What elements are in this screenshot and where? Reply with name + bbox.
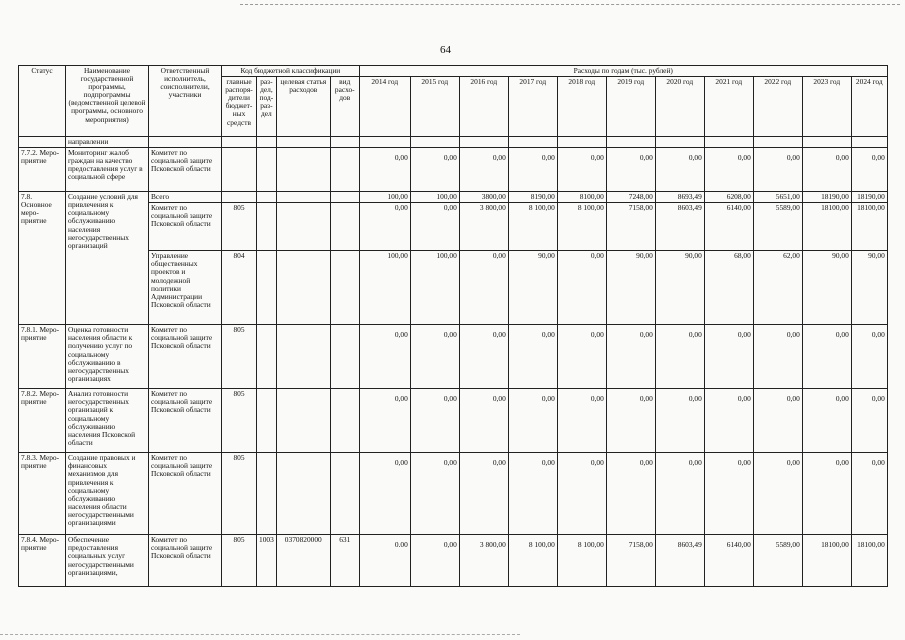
- row-cs-code: [276, 251, 330, 325]
- row-value: 8 100,00: [557, 535, 606, 587]
- table-row: [19, 192, 888, 203]
- row-value: 18190,00: [802, 192, 851, 203]
- row-value: 0,00: [606, 325, 655, 389]
- row-value: 0,00: [851, 148, 887, 192]
- row-value: 0,00: [557, 251, 606, 325]
- row-cs-code: [276, 325, 330, 389]
- row-rz-code: [257, 192, 277, 203]
- row-value: 0,00: [606, 148, 655, 192]
- row-value: 0,00: [802, 389, 851, 453]
- row-value: 0,00: [704, 325, 753, 389]
- row-rz-code: [257, 325, 277, 389]
- row-value: 8693,49: [655, 192, 704, 203]
- row-value: 62,00: [753, 251, 802, 325]
- row-value: 0,00: [753, 389, 802, 453]
- row-executor: Комитет по социальной защите Псковской области: [149, 148, 222, 192]
- carryover-text: направлении: [66, 137, 149, 148]
- row-value: 0,00: [508, 148, 557, 192]
- row-value: 0,00: [359, 203, 410, 251]
- row-status: 7.8.2. Меро-приятие: [19, 389, 66, 453]
- row-value: 0,00: [704, 389, 753, 453]
- row-value: 100,00: [359, 192, 410, 203]
- row-vr-code: [330, 148, 359, 192]
- row-value: 0,00: [410, 148, 459, 192]
- row-name: Создание условий для привлечения к социальному обслуживанию населения негосударственных организаций: [66, 192, 149, 325]
- header-status: Статус: [19, 66, 66, 137]
- header-bcc-col: целевая статья расходов: [276, 77, 330, 137]
- row-value: 0,00: [851, 389, 887, 453]
- row-value: 0.00: [359, 535, 410, 587]
- row-value: 0,00: [359, 389, 410, 453]
- row-value: 0,00: [459, 148, 508, 192]
- row-status: 7.8.4. Меро-приятие: [19, 535, 66, 587]
- header-year: 2021 год: [704, 77, 753, 137]
- row-value: 8 100,00: [508, 535, 557, 587]
- row-rz-code: [257, 251, 277, 325]
- row-value: 18100,00: [851, 535, 887, 587]
- row-value: 0,00: [359, 453, 410, 535]
- row-vr-code: 631: [330, 535, 359, 587]
- table-row: [19, 389, 888, 453]
- row-value: 0,00: [459, 251, 508, 325]
- header-year: 2016 год: [459, 77, 508, 137]
- row-value: 6140,00: [704, 535, 753, 587]
- row-value: 6208,00: [704, 192, 753, 203]
- row-cs-code: [276, 389, 330, 453]
- row-status: 7.8.1. Меро-приятие: [19, 325, 66, 389]
- row-value: 0,00: [459, 453, 508, 535]
- row-value: 0,00: [606, 453, 655, 535]
- row-value: 0,00: [753, 148, 802, 192]
- row-value: 18190,00: [851, 192, 887, 203]
- row-executor: Комитет по социальной защите Псковской области: [149, 389, 222, 453]
- row-value: 0,00: [704, 453, 753, 535]
- row-value: 0,00: [802, 148, 851, 192]
- row-value: 5589,00: [753, 203, 802, 251]
- header-executor: Ответственный исполнитель, соисполнители, участники: [149, 66, 222, 137]
- row-rz-code: [257, 389, 277, 453]
- row-vr-code: [330, 325, 359, 389]
- row-value: 0,00: [704, 148, 753, 192]
- row-value: 7158,00: [606, 203, 655, 251]
- row-value: 0,00: [753, 325, 802, 389]
- row-value: 0,00: [410, 389, 459, 453]
- row-value: 18100,00: [802, 535, 851, 587]
- row-value: 5589,00: [753, 535, 802, 587]
- row-value: 8603,49: [655, 203, 704, 251]
- row-value: 18100,00: [851, 203, 887, 251]
- row-name: Создание правовых и финансовых механизмов для привлечения к социальному обслуживанию населения области негосударственными организациями: [66, 453, 149, 535]
- row-value: 7158,00: [606, 535, 655, 587]
- carryover-cell: [19, 137, 66, 148]
- row-vr-code: [330, 453, 359, 535]
- header-year: 2015 год: [410, 77, 459, 137]
- header-year: 2022 год: [753, 77, 802, 137]
- page-number: 64: [440, 44, 451, 56]
- header-bcc-col: главные распоря-дители бюджет-ных средств: [222, 77, 257, 137]
- row-value: 7248,00: [606, 192, 655, 203]
- row-status: 7.7.2. Меро-приятие: [19, 148, 66, 192]
- header-year: 2023 год: [802, 77, 851, 137]
- row-executor: Комитет по социальной защите Псковской области: [149, 203, 222, 251]
- row-value: 90,00: [508, 251, 557, 325]
- row-cs-code: [276, 453, 330, 535]
- row-value: 100,00: [359, 251, 410, 325]
- row-value: 8100,00: [557, 192, 606, 203]
- row-executor: Комитет по социальной защите Псковской области: [149, 535, 222, 587]
- header-year: 2024 год: [851, 77, 887, 137]
- header-year: 2018 год: [557, 77, 606, 137]
- header-bcc-col: раз-дел, под-раз-дел: [257, 77, 277, 137]
- row-name: Оценка готовности населения области к получению услуг по социальному обслуживанию в негосударственных организациях: [66, 325, 149, 389]
- row-gr-code: [222, 192, 257, 203]
- table-row: [19, 535, 888, 587]
- row-value: 0,00: [655, 148, 704, 192]
- row-value: 5651,00: [753, 192, 802, 203]
- row-value: 0,00: [655, 389, 704, 453]
- row-cs-code: [276, 203, 330, 251]
- row-rz-code: [257, 203, 277, 251]
- row-value: 0,00: [753, 453, 802, 535]
- row-value: 0,00: [557, 389, 606, 453]
- row-status: 7.8. Основное меро-приятие: [19, 192, 66, 325]
- row-status: 7.8.3. Меро-приятие: [19, 453, 66, 535]
- row-vr-code: [330, 192, 359, 203]
- row-executor: Комитет по социальной защите Псковской области: [149, 453, 222, 535]
- row-value: 0,00: [802, 453, 851, 535]
- row-gr-code: [222, 148, 257, 192]
- row-vr-code: [330, 203, 359, 251]
- header-year: 2019 год: [606, 77, 655, 137]
- row-value: 0,00: [606, 389, 655, 453]
- scan-edge-line-bottom: [0, 634, 520, 635]
- row-value: 0,00: [359, 148, 410, 192]
- row-rz-code: [257, 148, 277, 192]
- row-gr-code: 805: [222, 325, 257, 389]
- row-value: 8 100,00: [508, 203, 557, 251]
- row-executor: Комитет по социальной защите Псковской области: [149, 325, 222, 389]
- row-value: 0,00: [557, 148, 606, 192]
- row-value: 3800,00: [459, 192, 508, 203]
- row-vr-code: [330, 251, 359, 325]
- row-value: 100,00: [410, 251, 459, 325]
- table-row: [19, 251, 888, 325]
- row-value: 90,00: [851, 251, 887, 325]
- header-bcc: Код бюджетной классификации: [222, 66, 360, 77]
- row-executor: Всего: [149, 192, 222, 203]
- row-value: 3 800,00: [459, 203, 508, 251]
- row-cs-code: [276, 192, 330, 203]
- row-rz-code: [257, 453, 277, 535]
- row-rz-code: 1003: [257, 535, 277, 587]
- row-value: 18100,00: [802, 203, 851, 251]
- row-vr-code: [330, 389, 359, 453]
- row-value: 0,00: [655, 453, 704, 535]
- row-value: 90,00: [606, 251, 655, 325]
- row-value: 0,00: [410, 203, 459, 251]
- row-executor: Управление общественных проектов и молодежной политики Администрации Псковской области: [149, 251, 222, 325]
- table-row: [19, 148, 888, 192]
- table-row: [19, 453, 888, 535]
- row-value: 0,00: [557, 453, 606, 535]
- row-value: 0,00: [410, 325, 459, 389]
- row-value: 0,00: [459, 389, 508, 453]
- budget-table: [18, 65, 888, 587]
- row-value: 0,00: [359, 325, 410, 389]
- row-gr-code: 804: [222, 251, 257, 325]
- header-expenses: Расходы по годам (тыс. рублей): [359, 66, 887, 77]
- row-value: 100,00: [410, 192, 459, 203]
- row-name: Анализ готовности негосударственных организаций к социальному обслуживанию населения Псковской области: [66, 389, 149, 453]
- header-year: 2014 год: [359, 77, 410, 137]
- row-value: 0,00: [410, 453, 459, 535]
- header-year: 2020 год: [655, 77, 704, 137]
- row-value: 0,00: [655, 325, 704, 389]
- row-value: 90,00: [655, 251, 704, 325]
- row-value: 90,00: [802, 251, 851, 325]
- row-gr-code: 805: [222, 535, 257, 587]
- row-name: Мониторинг жалоб граждан на качество предоставления услуг в социальной сфере: [66, 148, 149, 192]
- row-value: 0,00: [851, 325, 887, 389]
- row-value: 0,00: [557, 325, 606, 389]
- row-gr-code: 805: [222, 453, 257, 535]
- row-cs-code: 0370820000: [276, 535, 330, 587]
- scan-edge-line: [240, 4, 900, 5]
- row-value: 8 100,00: [557, 203, 606, 251]
- row-name: Обеспечение предоставления социальных услуг негосударственными организациями,: [66, 535, 149, 587]
- row-gr-code: 805: [222, 389, 257, 453]
- row-value: 0,00: [508, 389, 557, 453]
- row-value: 68,00: [704, 251, 753, 325]
- header-bcc-col: вид расхо-дов: [330, 77, 359, 137]
- row-value: 0,00: [508, 453, 557, 535]
- row-value: 3 800,00: [459, 535, 508, 587]
- row-value: 0,00: [410, 535, 459, 587]
- header-year: 2017 год: [508, 77, 557, 137]
- row-value: 0,00: [802, 325, 851, 389]
- table-row: [19, 325, 888, 389]
- row-cs-code: [276, 148, 330, 192]
- row-value: 0,00: [508, 325, 557, 389]
- row-value: 0,00: [459, 325, 508, 389]
- row-value: 8190,00: [508, 192, 557, 203]
- row-value: 6140,00: [704, 203, 753, 251]
- row-value: 8603,49: [655, 535, 704, 587]
- table-row: [19, 203, 888, 251]
- row-value: 0,00: [851, 453, 887, 535]
- row-gr-code: 805: [222, 203, 257, 251]
- header-name: Наименование государственной программы, подпрограммы (ведомственной целевой программы, основного мероприятия): [66, 66, 149, 137]
